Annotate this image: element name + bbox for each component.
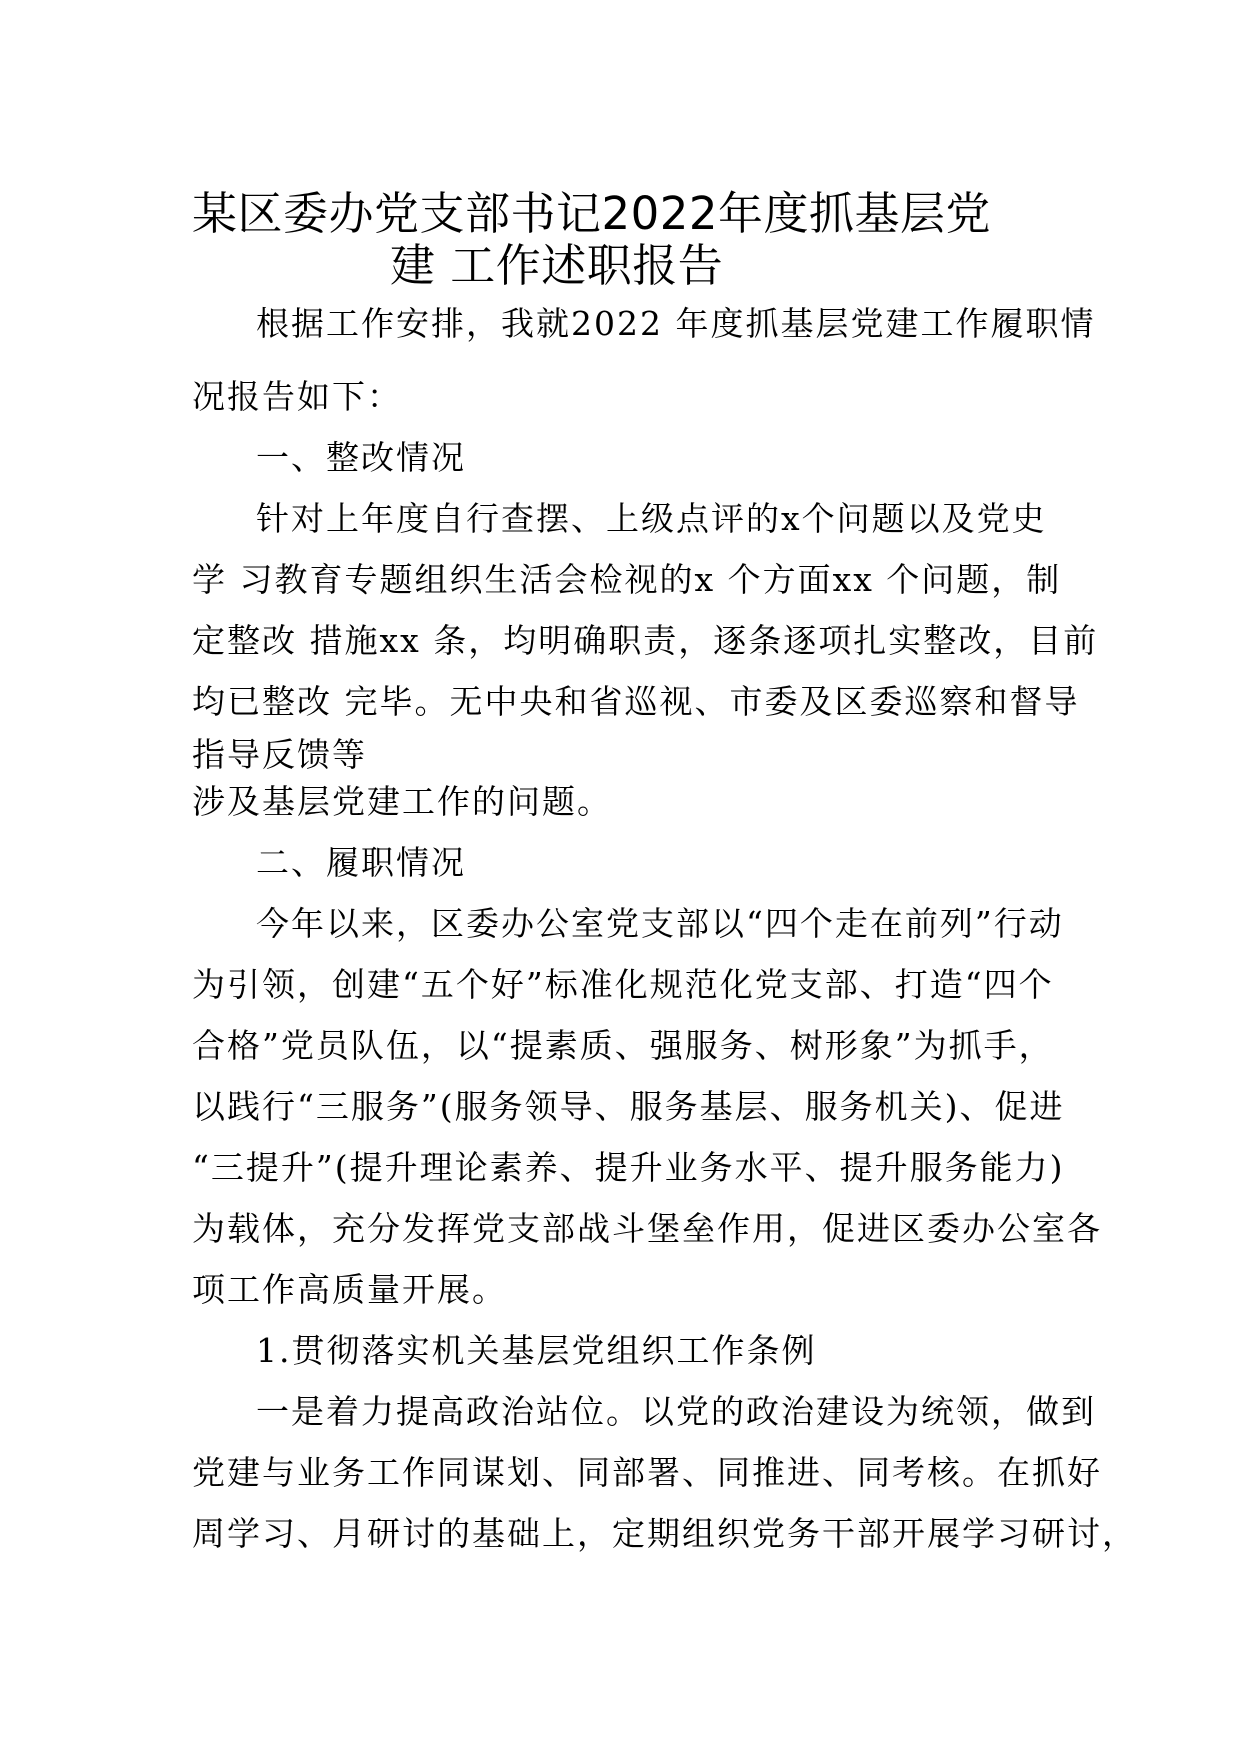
body-line: 合格”党员队伍，以“提素质、强服务、树形象”为抓手， xyxy=(192,1026,1054,1065)
section-heading: 一、整改情况 xyxy=(256,438,466,477)
body-line: “三提升”(提升理论素养、提升业务水平、提升服务能力) xyxy=(192,1148,1065,1187)
document-title-line-1: 某区委办党支部书记2022年度抓基层党 xyxy=(192,187,992,240)
body-line: 涉及基层党建工作的问题。 xyxy=(192,782,612,821)
body-line: 为引领，创建“五个好”标准化规范化党支部、打造“四个 xyxy=(192,965,1054,1004)
body-line: 况报告如下： xyxy=(192,377,402,416)
document-title-line-2: 建 工作述职报告 xyxy=(390,239,724,292)
body-line: 今年以来，区委办公室党支部以“四个走在前列”行动 xyxy=(256,904,1064,943)
body-line: 指导反馈等 xyxy=(192,735,367,774)
body-line: 均已整改 完毕。无中央和省巡视、市委及区委巡察和督导 xyxy=(192,682,1080,721)
subsection-heading: 1.贯彻落实机关基层党组织工作条例 xyxy=(256,1331,817,1370)
body-line: 周学习、月研讨的基础上，定期组织党务干部开展学习研讨， xyxy=(192,1514,1137,1553)
body-line: 定整改 措施xx 条，均明确职责，逐条逐项扎实整改，目前 xyxy=(192,621,1099,660)
body-line: 学 习教育专题组织生活会检视的x 个方面xx 个问题，制 xyxy=(192,560,1062,599)
body-line: 针对上年度自行查摆、上级点评的x个问题以及党史 xyxy=(256,499,1047,538)
body-line: 一是着力提高政治站位。以党的政治建设为统领，做到 xyxy=(256,1392,1096,1431)
section-heading: 二、履职情况 xyxy=(256,843,466,882)
body-line: 根据工作安排，我就2022 年度抓基层党建工作履职情 xyxy=(256,304,1096,343)
body-line: 党建与业务工作同谋划、同部署、同推进、同考核。在抓好 xyxy=(192,1453,1102,1492)
body-line: 以践行“三服务”(服务领导、服务基层、服务机关)、促进 xyxy=(192,1087,1065,1126)
body-line: 为载体，充分发挥党支部战斗堡垒作用，促进区委办公室各 xyxy=(192,1209,1102,1248)
body-line: 项工作高质量开展。 xyxy=(192,1270,507,1309)
